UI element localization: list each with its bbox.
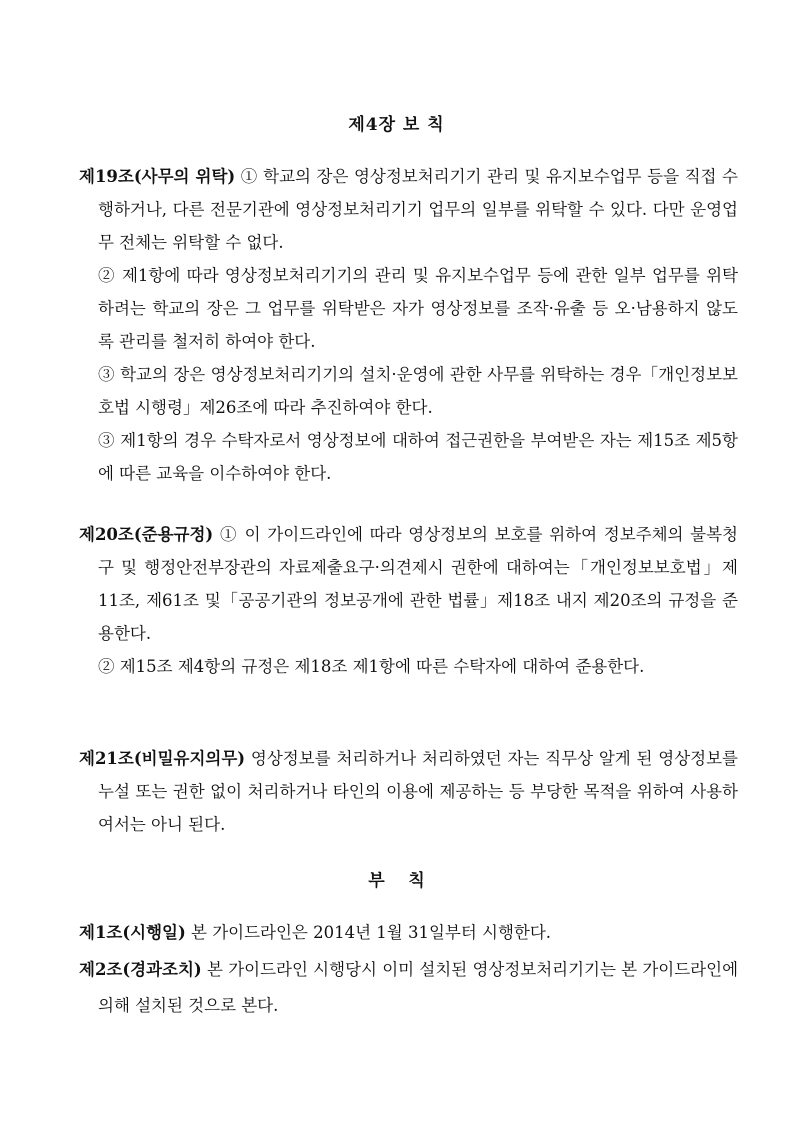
article-19 (79, 160, 738, 490)
article-paragraph: ② 제15조 제4항의 규정은 제18조 제1항에 따른 수탁자에 대하여 준용한다. (98, 657, 645, 676)
chapter-title: 제4장 보 칙 (348, 115, 445, 135)
article-heading: 제19조(사무의 위탁) (79, 167, 236, 186)
article-21 (79, 742, 738, 841)
article-paragraph: 영상정보를 처리하거나 처리하였던 자는 직무상 알게 된 영상정보를 누설 또는 권한 없이 처리하거나 타인의 이용에 제공하는 등 부당한 목적을 위하여 사용하여서는 아니 된다. (98, 749, 738, 834)
article-heading: 제1조(시행일) (79, 923, 186, 942)
article-20 (79, 518, 738, 683)
article-heading: 제2조(경과조치) (79, 960, 202, 979)
article-paragraph: ② 제1항에 따라 영상정보처리기기의 관리 및 유지보수업무 등에 관한 일부 업무를 위탁하려는 학교의 장은 그 업무를 위탁받은 자가 영상정보를 조작·유출 등 오·남용하지 않도록 관리를 철저히 하여야 한다. (98, 266, 738, 351)
article-heading: 제21조(비밀유지의무) (79, 749, 246, 768)
supplementary-article-2 (79, 952, 738, 1024)
article-paragraph: ① 학교의 장은 영상정보처리기기 관리 및 유지보수업무 등을 직접 수행하거나, 다른 전문기관에 영상정보처리기기 업무의 일부를 위탁할 수 있다. 다만 운영업무 전체는 위탁할 수 없다. (98, 167, 738, 252)
supplementary-article-1 (79, 916, 738, 949)
article-heading: 제20조(준용규정) (79, 525, 214, 544)
supplementary-title: 부 칙 (368, 871, 425, 891)
article-paragraph: ① 이 가이드라인에 따라 영상정보의 보호를 위하여 정보주체의 불복청구 및 행정안전부장관의 자료제출요구·의견제시 권한에 대하여는「개인정보보호법」제11조, 제61조 및「공공기관의 정보공개에 관한 법률」제18조 내지 제20조의 규정을 준용한다. (98, 525, 738, 643)
article-paragraph: 본 가이드라인은 2014년 1월 31일부터 시행한다. (191, 923, 552, 942)
article-paragraph: ③ 제1항의 경우 수탁자로서 영상정보에 대하여 접근권한을 부여받은 자는 제15조 제5항에 따른 교육을 이수하여야 한다. (98, 431, 738, 483)
article-paragraph: 본 가이드라인 시행당시 이미 설치된 영상정보처리기기는 본 가이드라인에 의해 설치된 것으로 본다. (98, 960, 739, 1015)
article-paragraph: ③ 학교의 장은 영상정보처리기기의 설치·운영에 관한 사무를 위탁하는 경우「개인정보보호법 시행령」제26조에 따라 추진하여야 한다. (98, 365, 738, 417)
